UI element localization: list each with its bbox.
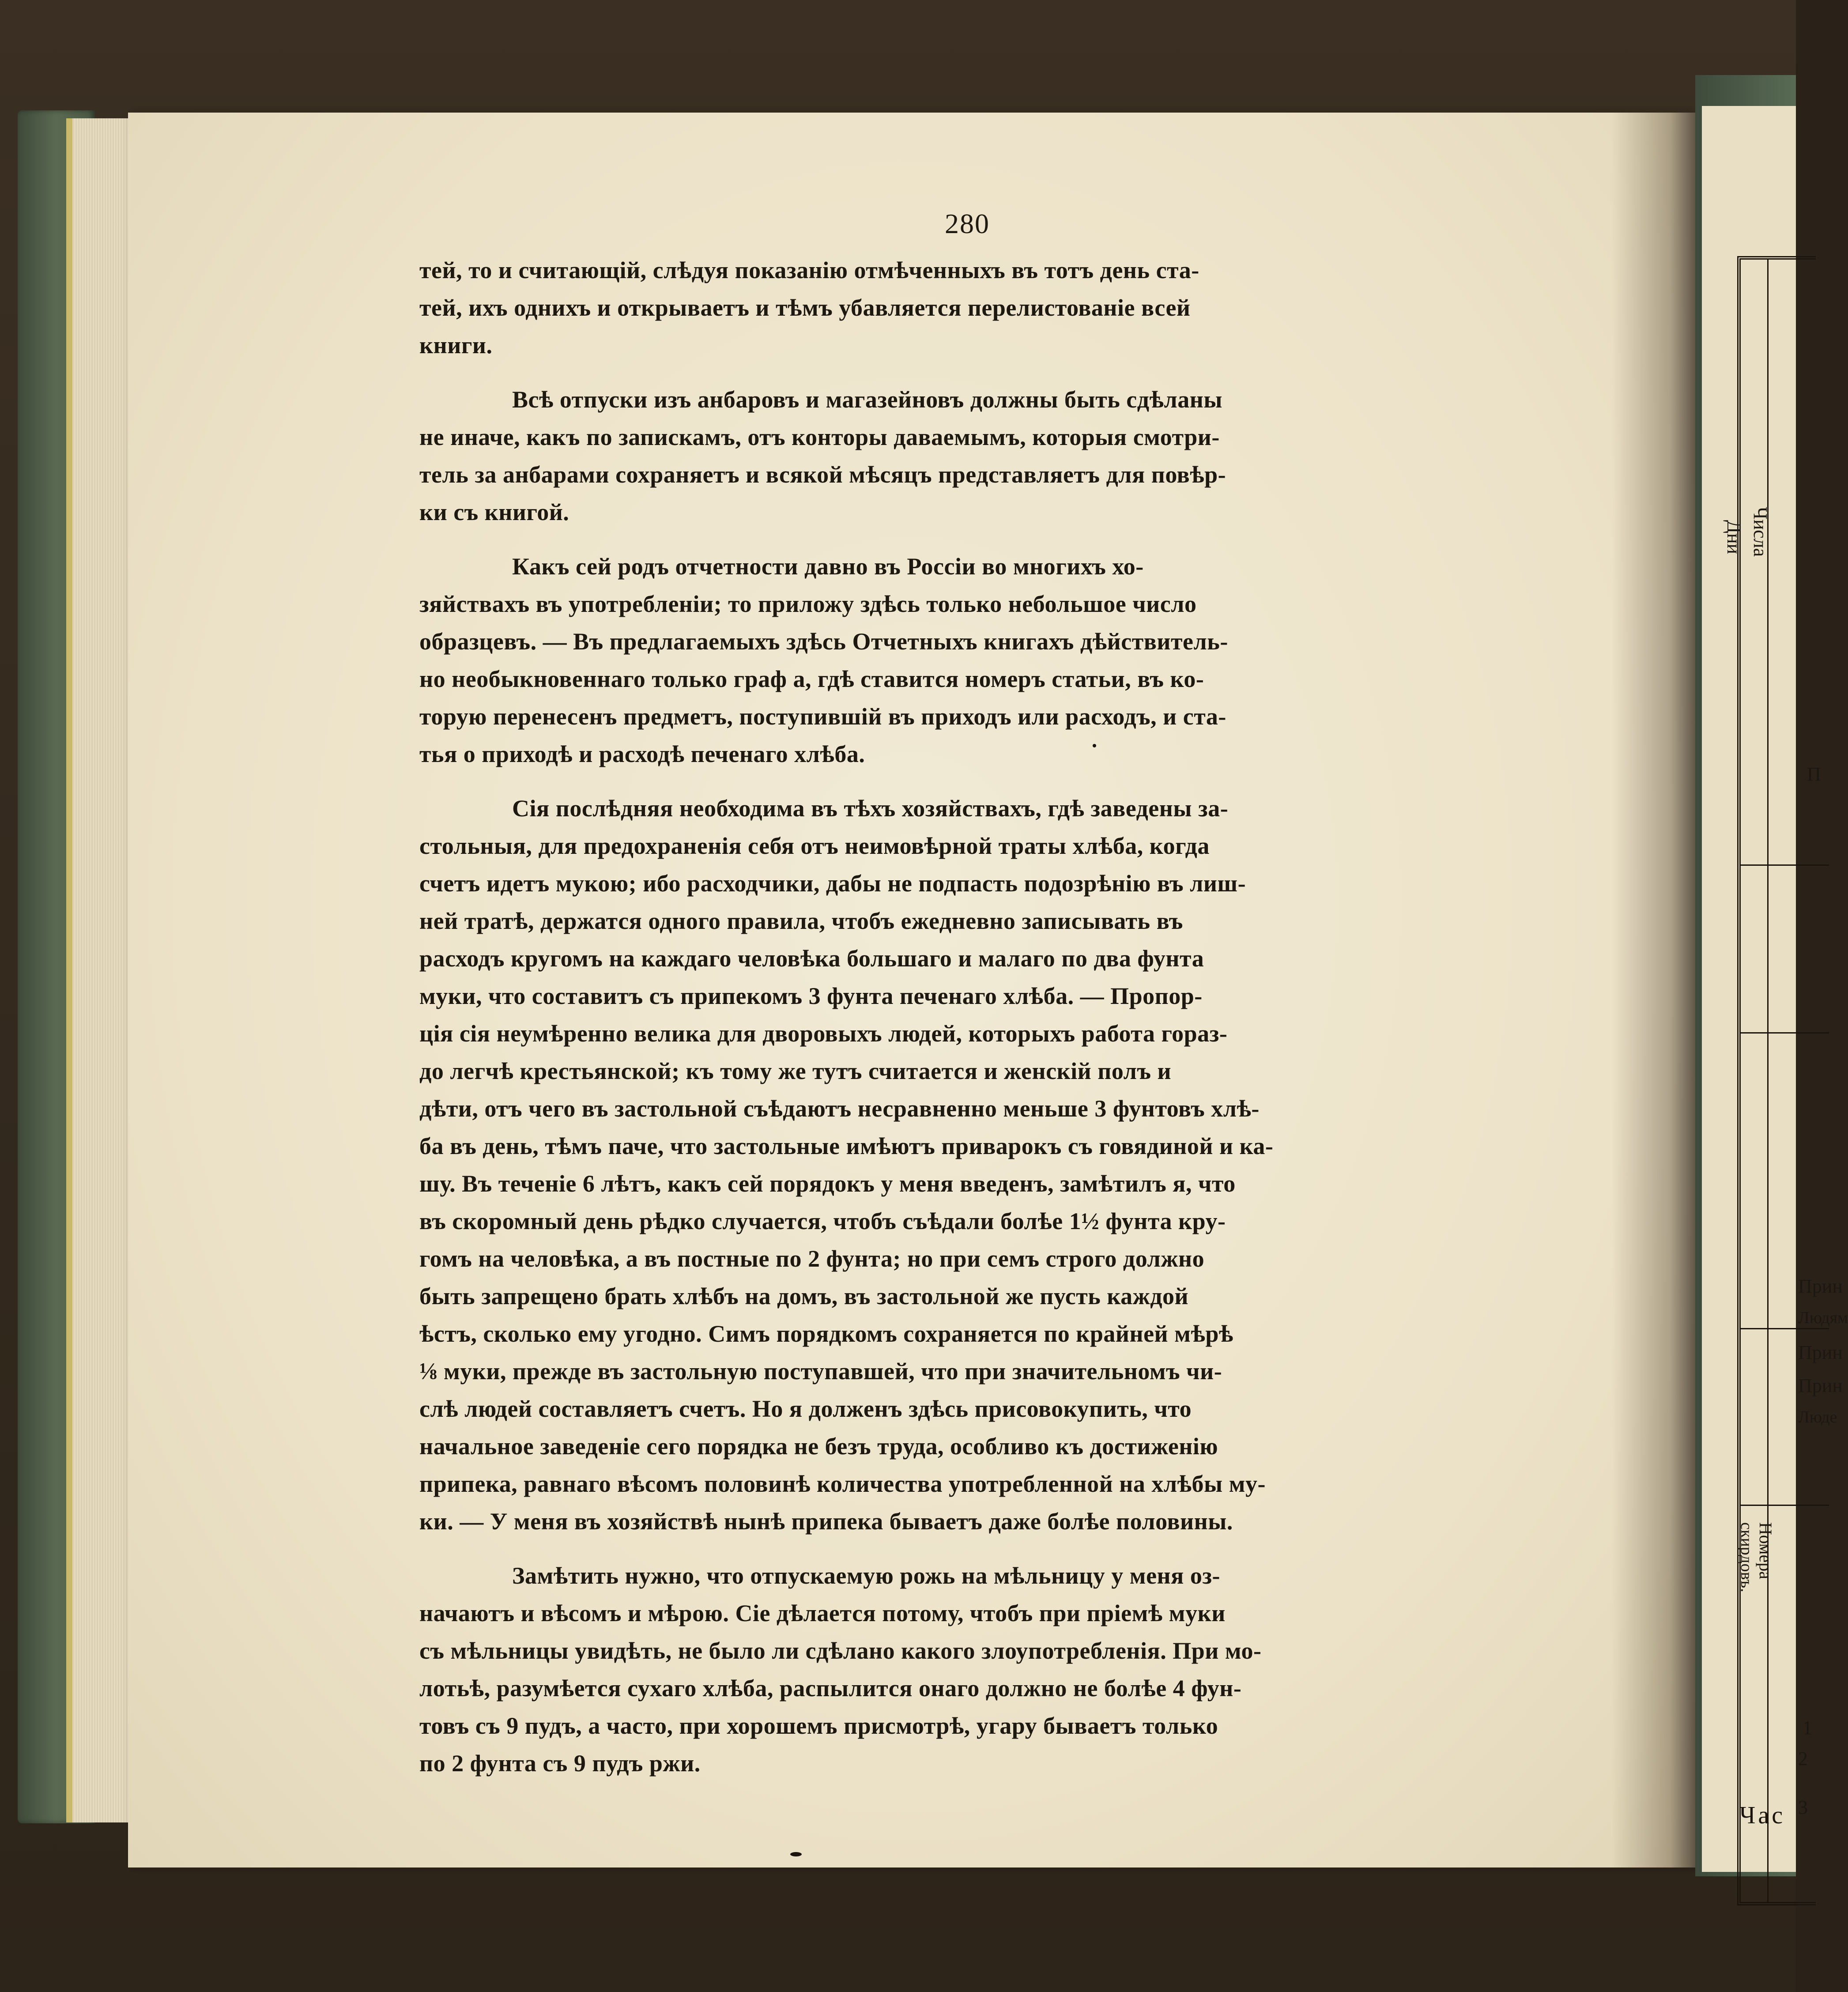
text-line: гомъ на человѣка, а въ постные по 2 фунта; но при семъ строго должно xyxy=(419,1245,1205,1272)
text-line: ки съ книгой. xyxy=(419,499,569,525)
text-line: книги. xyxy=(419,332,493,358)
table-row-rule xyxy=(1741,1505,1829,1506)
side-label: Прин xyxy=(1798,1275,1843,1297)
text-line: счетъ идетъ мукою; ибо расходчики, дабы не подпасть подозрѣнію въ лиш- xyxy=(419,870,1246,897)
text-line: ба въ день, тѣмъ паче, что застольные имѣютъ приварокъ съ говядиной и ка- xyxy=(419,1133,1274,1159)
text-line: образцевъ. — Въ предлагаемыхъ здѣсь Отчетныхъ книгахъ дѣйствитель- xyxy=(419,628,1228,655)
text-line: тей, то и считающій, слѣдуя показанію отмѣченныхъ въ тотъ день ста- xyxy=(419,257,1199,283)
facing-page-table-frame xyxy=(1723,256,1848,1905)
page-gutter-shadow xyxy=(1611,113,1695,1868)
text-line: тей, ихъ однихъ и открываетъ и тѣмъ убавляется перелистованіе всей xyxy=(419,294,1191,321)
table-row-rule xyxy=(1741,1032,1829,1034)
paragraph-gap xyxy=(419,531,1536,548)
table-row-rule xyxy=(1741,864,1829,866)
text-line: товъ съ 9 пудъ, а часто, при хорошемъ присмотрѣ, угару бываетъ только xyxy=(419,1713,1218,1739)
page-body-text xyxy=(419,252,1536,1782)
text-line: ѣстъ, сколько ему угодно. Симъ порядкомъ сохраняется по крайней мѣрѣ xyxy=(419,1320,1233,1347)
text-line: торую перенесенъ предметъ, поступившій въ приходъ или расходъ, и ста- xyxy=(419,703,1226,730)
text-line: до легчѣ крестьянской; къ тому же тутъ считается и женскій полъ и xyxy=(419,1058,1172,1084)
numbers-header: Номера xyxy=(1756,1522,1776,1579)
table-column-rule xyxy=(1767,260,1769,1902)
text-line: припека, равнаго вѣсомъ половинѣ количества употребленной на хлѣбы му- xyxy=(419,1471,1266,1497)
text-line: въ скоромный день рѣдко случается, чтобъ съѣдали болѣе 1½ фунта кру- xyxy=(419,1208,1226,1234)
text-line: стольныя, для предохраненія себя отъ неимовѣрной траты хлѣба, когда xyxy=(419,833,1210,859)
text-line: зяйствахъ въ употребленіи; то приложу здѣсь только небольшое число xyxy=(419,591,1197,617)
paragraph xyxy=(419,1557,1536,1782)
facing-page-edge xyxy=(1702,106,1848,1872)
side-label: Люде xyxy=(1798,1408,1837,1426)
paragraph-gap xyxy=(419,773,1536,790)
text-line: не иначе, какъ по запискамъ, отъ конторы даваемымъ, которыя смотри- xyxy=(419,424,1220,450)
paragraph xyxy=(419,548,1536,773)
text-line: Какъ сей родъ отчетности давно въ Россіи во многихъ хо- xyxy=(512,553,1144,580)
table-header-numbers: Числа xyxy=(1750,507,1771,557)
text-line: дѣти, отъ чего въ застольной съѣдаютъ несравненно меньше 3 фунтовъ хлѣ- xyxy=(419,1095,1260,1122)
table-row-label: П xyxy=(1807,763,1821,785)
text-line: лотьѣ, разумѣется сухаго хлѣба, распылится онаго должно не болѣе 4 фун- xyxy=(419,1675,1242,1702)
text-line: муки, что составитъ съ припекомъ 3 фунта печенаго хлѣба. — Пропор- xyxy=(419,983,1203,1009)
text-line: Сія послѣдняя необходима въ тѣхъ хозяйствахъ, гдѣ заведены за- xyxy=(512,795,1229,822)
text-line: тья о приходѣ и расходѣ печенаго хлѣба. xyxy=(419,741,865,767)
table-number: 3 xyxy=(1798,1796,1808,1818)
side-label: Прин xyxy=(1798,1375,1843,1396)
text-line: расходъ кругомъ на каждаго человѣка большаго и малаго по два фунта xyxy=(419,945,1204,972)
text-line: шу. Въ теченіе 6 лѣтъ, какъ сей порядокъ у меня введенъ, замѣтилъ я, что xyxy=(419,1170,1236,1197)
side-label: Прин xyxy=(1798,1342,1843,1363)
table-header-days: Дни xyxy=(1723,520,1745,555)
paragraph xyxy=(419,252,1536,364)
facing-page-bottom-label: Час xyxy=(1739,1802,1786,1829)
text-line: начальное заведеніе сего порядка не безъ труда, особливо къ достиженію xyxy=(419,1433,1218,1460)
text-line: ней тратѣ, держатся одного правила, чтобъ ежедневно записывать въ xyxy=(419,908,1183,934)
table-number: 2 xyxy=(1798,1748,1808,1769)
text-line: слѣ людей составляетъ счетъ. Но я долженъ здѣсь присовокупить, что xyxy=(419,1396,1192,1422)
text-line: съ мѣльницы увидѣть, не было ли сдѣлано какого злоупотребленія. При мо- xyxy=(419,1637,1262,1664)
text-line: быть запрещено брать хлѣбъ на домъ, въ застольной же пусть каждой xyxy=(419,1283,1189,1309)
text-line: но необыкновеннаго только граф а, гдѣ ставится номеръ статьи, въ ко- xyxy=(419,666,1204,692)
text-line: Замѣтить нужно, что отпускаемую рожь на мѣльницу у меня оз- xyxy=(512,1562,1221,1589)
numbers-header-sub: скирдовъ. xyxy=(1737,1522,1756,1592)
paragraph xyxy=(419,381,1536,531)
table-row-rule xyxy=(1741,1328,1829,1329)
text-line: по 2 фунта съ 9 пудъ ржи. xyxy=(419,1750,701,1777)
paper-speck xyxy=(1093,744,1096,747)
text-line: тель за анбарами сохраняетъ и всякой мѣсяцъ представляетъ для повѣр- xyxy=(419,461,1226,488)
paragraph-gap xyxy=(419,364,1536,381)
text-line: начаютъ и вѣсомъ и мѣрою. Сіе дѣлается потому, чтобъ при пріемѣ муки xyxy=(419,1600,1226,1626)
text-line: ція сія неумѣренно велика для дворовыхъ людей, которыхъ работа горaз- xyxy=(419,1020,1228,1047)
text-line: Всѣ отпуски изъ анбаровъ и магазейновъ должны быть сдѣланы xyxy=(512,386,1223,413)
page-number: 280 xyxy=(945,208,990,239)
paper-speck xyxy=(790,1852,802,1856)
paragraph xyxy=(419,790,1536,1540)
table-number: 1 xyxy=(1803,1717,1812,1739)
paragraph-gap xyxy=(419,1540,1536,1557)
text-line: ⅛ муки, прежде въ застольную поступавшей, что при значительномъ чи- xyxy=(419,1358,1222,1385)
text-line: ки. — У меня въ хозяйствѣ нынѣ припека бываетъ даже болѣе половины. xyxy=(419,1508,1233,1535)
side-label: Людям xyxy=(1798,1309,1848,1327)
